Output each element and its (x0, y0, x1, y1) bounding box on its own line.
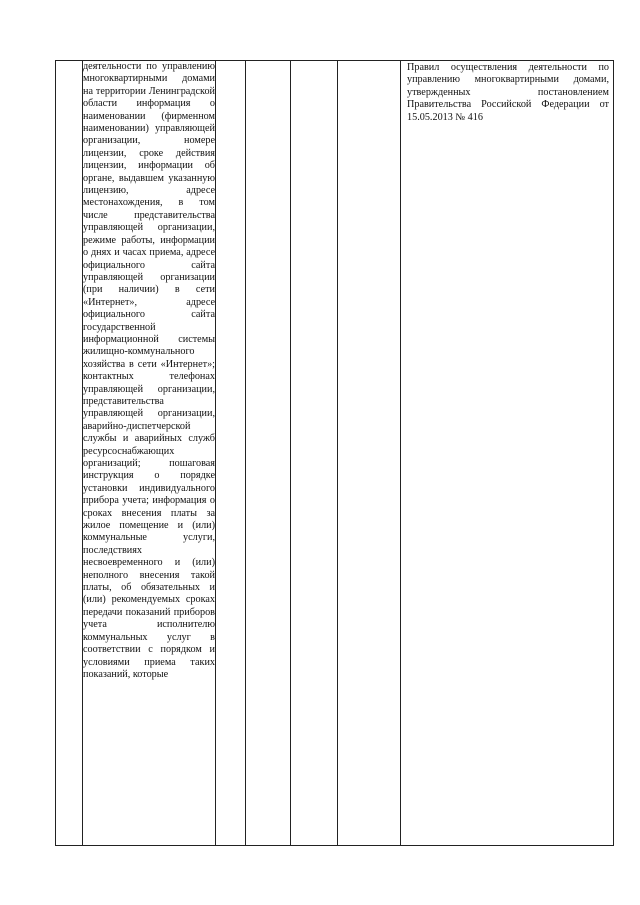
number-cell (56, 61, 83, 846)
requirements-table (55, 60, 614, 846)
empty-cell (291, 61, 338, 846)
legal-reference-cell: Правил осуществления деятельности по управлению многоквартирными домами, утвержденных постановлением Правительства Российской Федерации от 15.05.2013 № 416 (401, 61, 614, 846)
empty-cell (338, 61, 401, 846)
requirement-description-cell: деятельности по управлению многоквартирными домами на территории Ленинградской области информация о наименовании (фирменном наименовании) управляющей организации, номере лицензии, сроке действия лицензии, информации об органе, выдавшем указанную лицензию, адресе местонахождения, в том числе представительства управляющей организации, режиме работы, информации о днях и часах приема, адресе официального сайта управляющей организации (при наличии) в сети «Интернет», адресе официального сайта государственной информационной системы жилищно-коммунального хозяйства в сети «Интернет»; контактных телефонах управляющей организации, представительства управляющей организации, аварийно-диспетчерской службы и аварийных служб ресурсоснабжающих организаций; пошаговая инструкция о порядке установки индивидуального прибора учета; информация о сроках внесения платы за жилое помещение и (или) коммунальные услуги, последствиях несвоевременного и (или) неполного внесения такой платы, об обязательных и (или) рекомендуемых сроках передачи показаний приборов учета исполнителю коммунальных услуг в соответствии с порядком и условиями приема таких показаний, которые (83, 61, 216, 846)
empty-cell (216, 61, 246, 846)
empty-cell (246, 61, 291, 846)
table-row (56, 61, 614, 846)
